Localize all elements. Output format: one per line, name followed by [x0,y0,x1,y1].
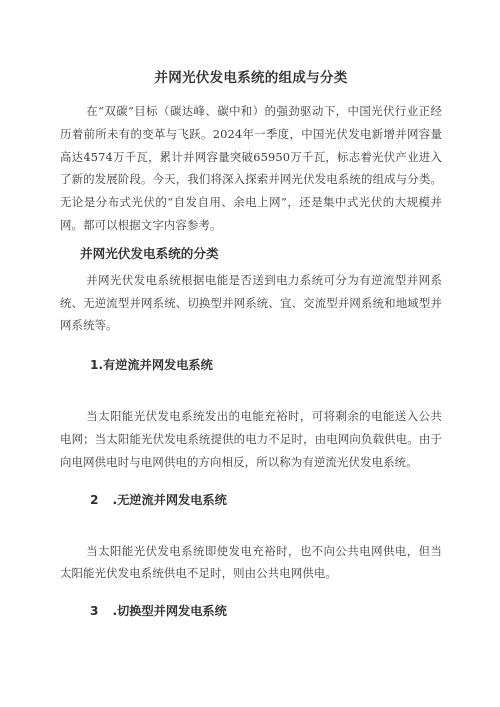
item-2-body: 当太阳能光伏发电系统即使发电充裕时，也不向公共电网供电，但当太阳能光伏发电系统供电不足时，则由公共电网供电。 [60,543,442,581]
item-3-heading [60,601,442,621]
item-2-heading-text: .无逆流并网发电系统 [112,492,227,507]
item-2-number: 2 [90,492,99,507]
section-intro-paragraph: 并网光伏发电系统根据电能是否送到电力系统可分为有逆流型并网系统、无逆流型并网系统、切换型并网系统、宜、交流型并网系统和地域型并网系统等。 [60,272,442,333]
item-3-heading-text: .切换型并网发电系统 [112,604,227,619]
intro-paragraph: 在“双碳”目标（碳达峰、碳中和）的强劲驱动下，中国光伏行业正经历着前所未有的变革与飞跃。2024年一季度，中国光伏发电新增并网容量高达4574万千瓦，累计并网容量突破65950万千瓦，标志着光伏产业进入了新的发展阶段。今天，我们将深入探索并网光伏发电系统的组成与分类。无论是分布式光伏的“自发自用、余电上网”，还是集中式光伏的大规模并网。都可以根据文字内容参考。 [60,104,442,232]
item-1-heading: 1.有逆流并网发电系统 [90,358,213,373]
document-title: 并网光伏发电系统的组成与分类 [154,70,348,86]
section-heading: 并网光伏发电系统的分类 [80,245,219,261]
item-1-body: 当太阳能光伏发电系统发出的电能充裕时，可将剩余的电能送入公共电网；当太阳能光伏发电系统提供的电力不足时，由电网向负载供电。由于向电网供电时与电网供电的方向相反，所以称为有逆流光伏发电系统。 [60,409,442,469]
item-2-heading [60,490,442,510]
item-3-number: 3 [90,604,99,619]
